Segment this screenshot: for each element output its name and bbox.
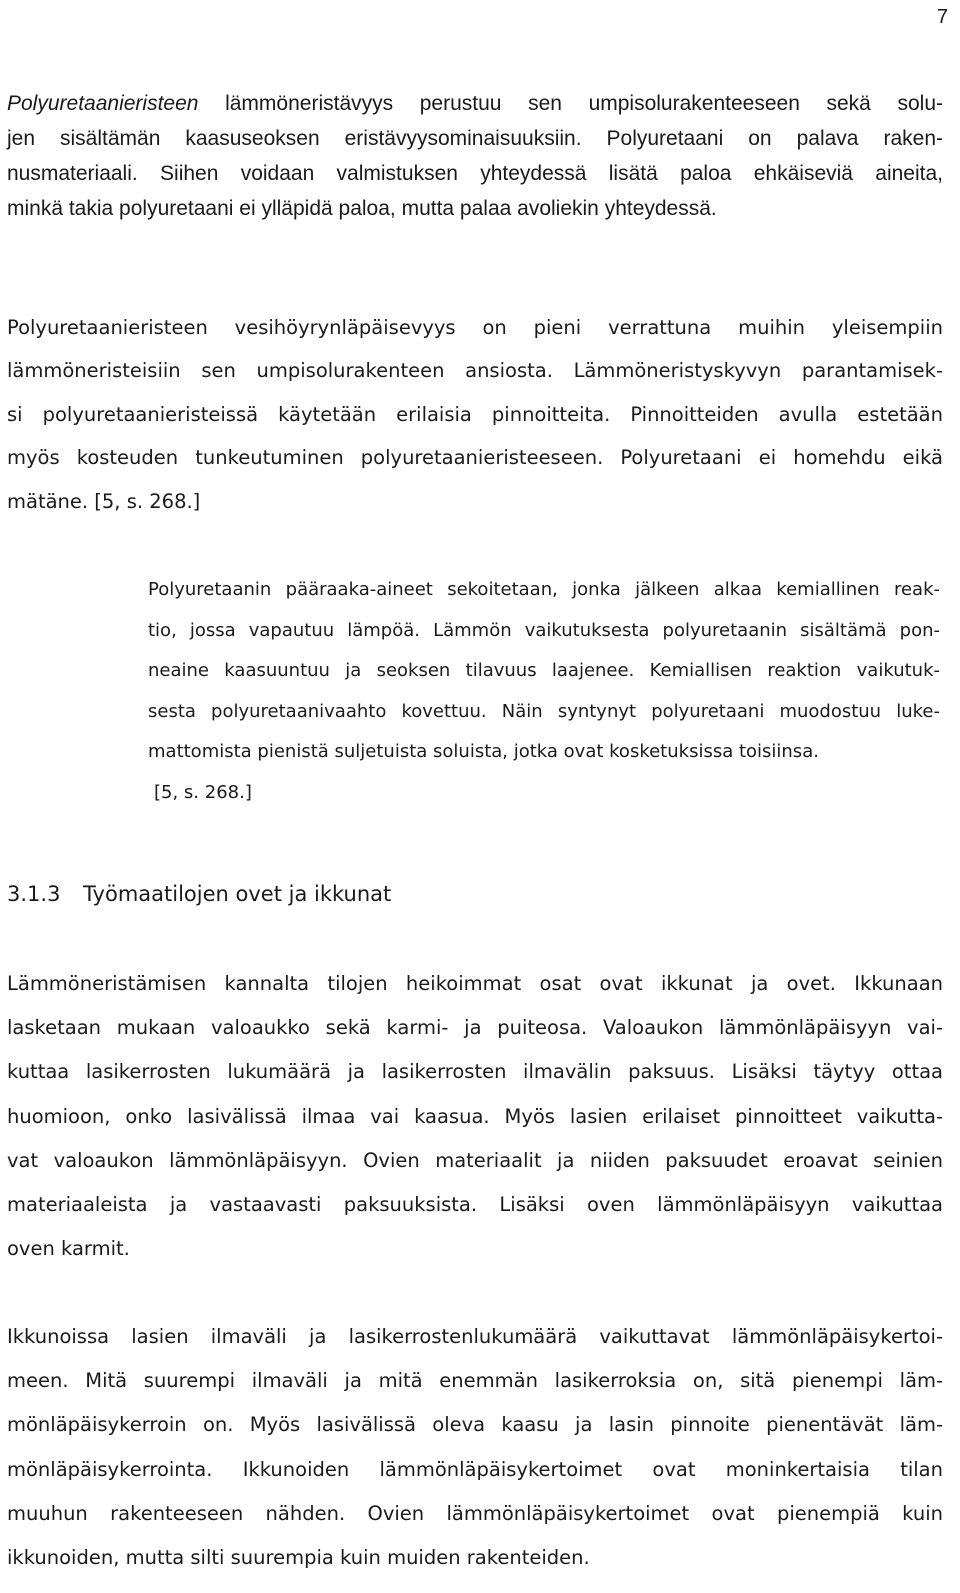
paragraph-line: vat valoaukon lämmönläpäisyyn. Ovien materiaalit ja niiden paksuudet eroavat seinien [7,1148,943,1172]
quote-reference: [5, s. 268.] [154,781,252,803]
paragraph-line: si polyuretaanieristeissä käytetään erilaisia pinnoitteita. Pinnoitteiden avulla estetään [7,402,943,426]
paragraph-line: myös kosteuden tunkeutuminen polyuretaanieristeeseen. Polyuretaani ei homehdu eikä [7,446,943,470]
block-quote [148,570,940,813]
page-number: 7 [936,6,948,28]
quote-line: mattomista pienistä suljetuista soluista, jotka ovat kosketuksissa toisiinsa. [148,741,819,762]
paragraph-line: Ikkunoissa lasien ilmaväli ja lasikerrostenlukumäärä vaikuttavat lämmönläpäisykertoi- [7,1325,943,1348]
quote-line: sesta polyuretaanivaahto kovettuu. Näin syntynyt polyuretaani muodostuu luke- [148,700,940,722]
paragraph-window-u-values [7,1315,943,1580]
paragraph-line: mätäne. [5, s. 268.] [7,489,201,513]
paragraph-line: Lämmöneristämisen kannalta tilojen heikoimmat osat ovat ikkunat ja ovet. Ikkunaan [7,972,943,995]
paragraph-line: muuhun rakenteeseen nähden. Ovien lämmönläpäisykertoimet ovat pienempiä kuin [7,1501,943,1525]
paragraph-vapor-permeability [7,306,943,523]
quote-line: Polyuretaanin pääraaka-aineet sekoitetaan, jonka jälkeen alkaa kemiallinen reak- [148,579,940,600]
line-text: lämmöneristävyys perustuu sen umpisolurakenteeseen sekä solu- [198,92,943,115]
paragraph-line: lasketaan mukaan valoaukko sekä karmi- ja puiteosa. Valoaukon lämmönläpäisyyn vai- [7,1016,943,1040]
paragraph-line: kuttaa lasikerrosten lukumäärä ja lasikerrosten ilmavälin paksuus. Lisäksi täytyy ottaa [7,1060,943,1084]
paragraph-line [7,86,943,121]
italic-term: Polyuretaanieristeen [7,92,199,115]
paragraph-line: oven karmit. [7,1237,130,1261]
paragraph-line: meen. Mitä suurempi ilmaväli ja mitä enemmän lasikerroksia on, sitä pienempi läm- [7,1369,943,1393]
paragraph-line: huomioon, onko lasivälissä ilmaa vai kaasua. Myös lasien erilaiset pinnoitteet vaikutta- [7,1104,943,1128]
paragraph-line: materiaaleista ja vastaavasti paksuuksista. Lisäksi oven lämmönläpäisyyn vaikuttaa [7,1193,943,1217]
paragraph-line: jen sisältämän kaasuseoksen eristävyysominaisuuksiin. Polyuretaani on palava raken- [7,127,943,150]
paragraph-line: mönläpäisykerrointa. Ikkunoiden lämmönläpäisykertoimet ovat moninkertaisia tilan [7,1457,943,1481]
paragraph-line: ikkunoiden, mutta silti suurempia kuin muiden rakenteiden. [7,1546,590,1570]
paragraph-polyurethane-insulation [7,86,943,226]
quote-line: neaine kaasuuntuu ja seoksen tilavuus laajenee. Kemiallisen reaktion vaikutuk- [148,660,940,681]
paragraph-line: nusmateriaali. Siihen voidaan valmistuksen yhteydessä lisätä paloa ehkäiseviä aineita, [7,162,943,185]
section-number: 3.1.3 [7,882,61,906]
paragraph-line: lämmöneristeisiin sen umpisolurakenteen ansiosta. Lämmöneristyskyvyn parantamisek- [7,359,943,383]
paragraph-line: Polyuretaanieristeen vesihöyrynläpäisevyys on pieni verrattuna muihin yleisempiin [7,316,943,339]
paragraph-line: minkä takia polyuretaani ei ylläpidä paloa, mutta palaa avoliekin yhteydessä. [7,197,717,220]
section-title: Työmaatilojen ovet ja ikkunat [83,882,392,906]
quote-line: tio, jossa vapautuu lämpöä. Lämmön vaikutuksesta polyuretaanin sisältämä pon- [148,619,940,641]
paragraph-windows-doors [7,962,943,1271]
paragraph-line: mönläpäisykerroin on. Myös lasivälissä oleva kaasu ja lasin pinnoite pienentävät läm- [7,1413,943,1437]
section-heading [7,876,391,912]
